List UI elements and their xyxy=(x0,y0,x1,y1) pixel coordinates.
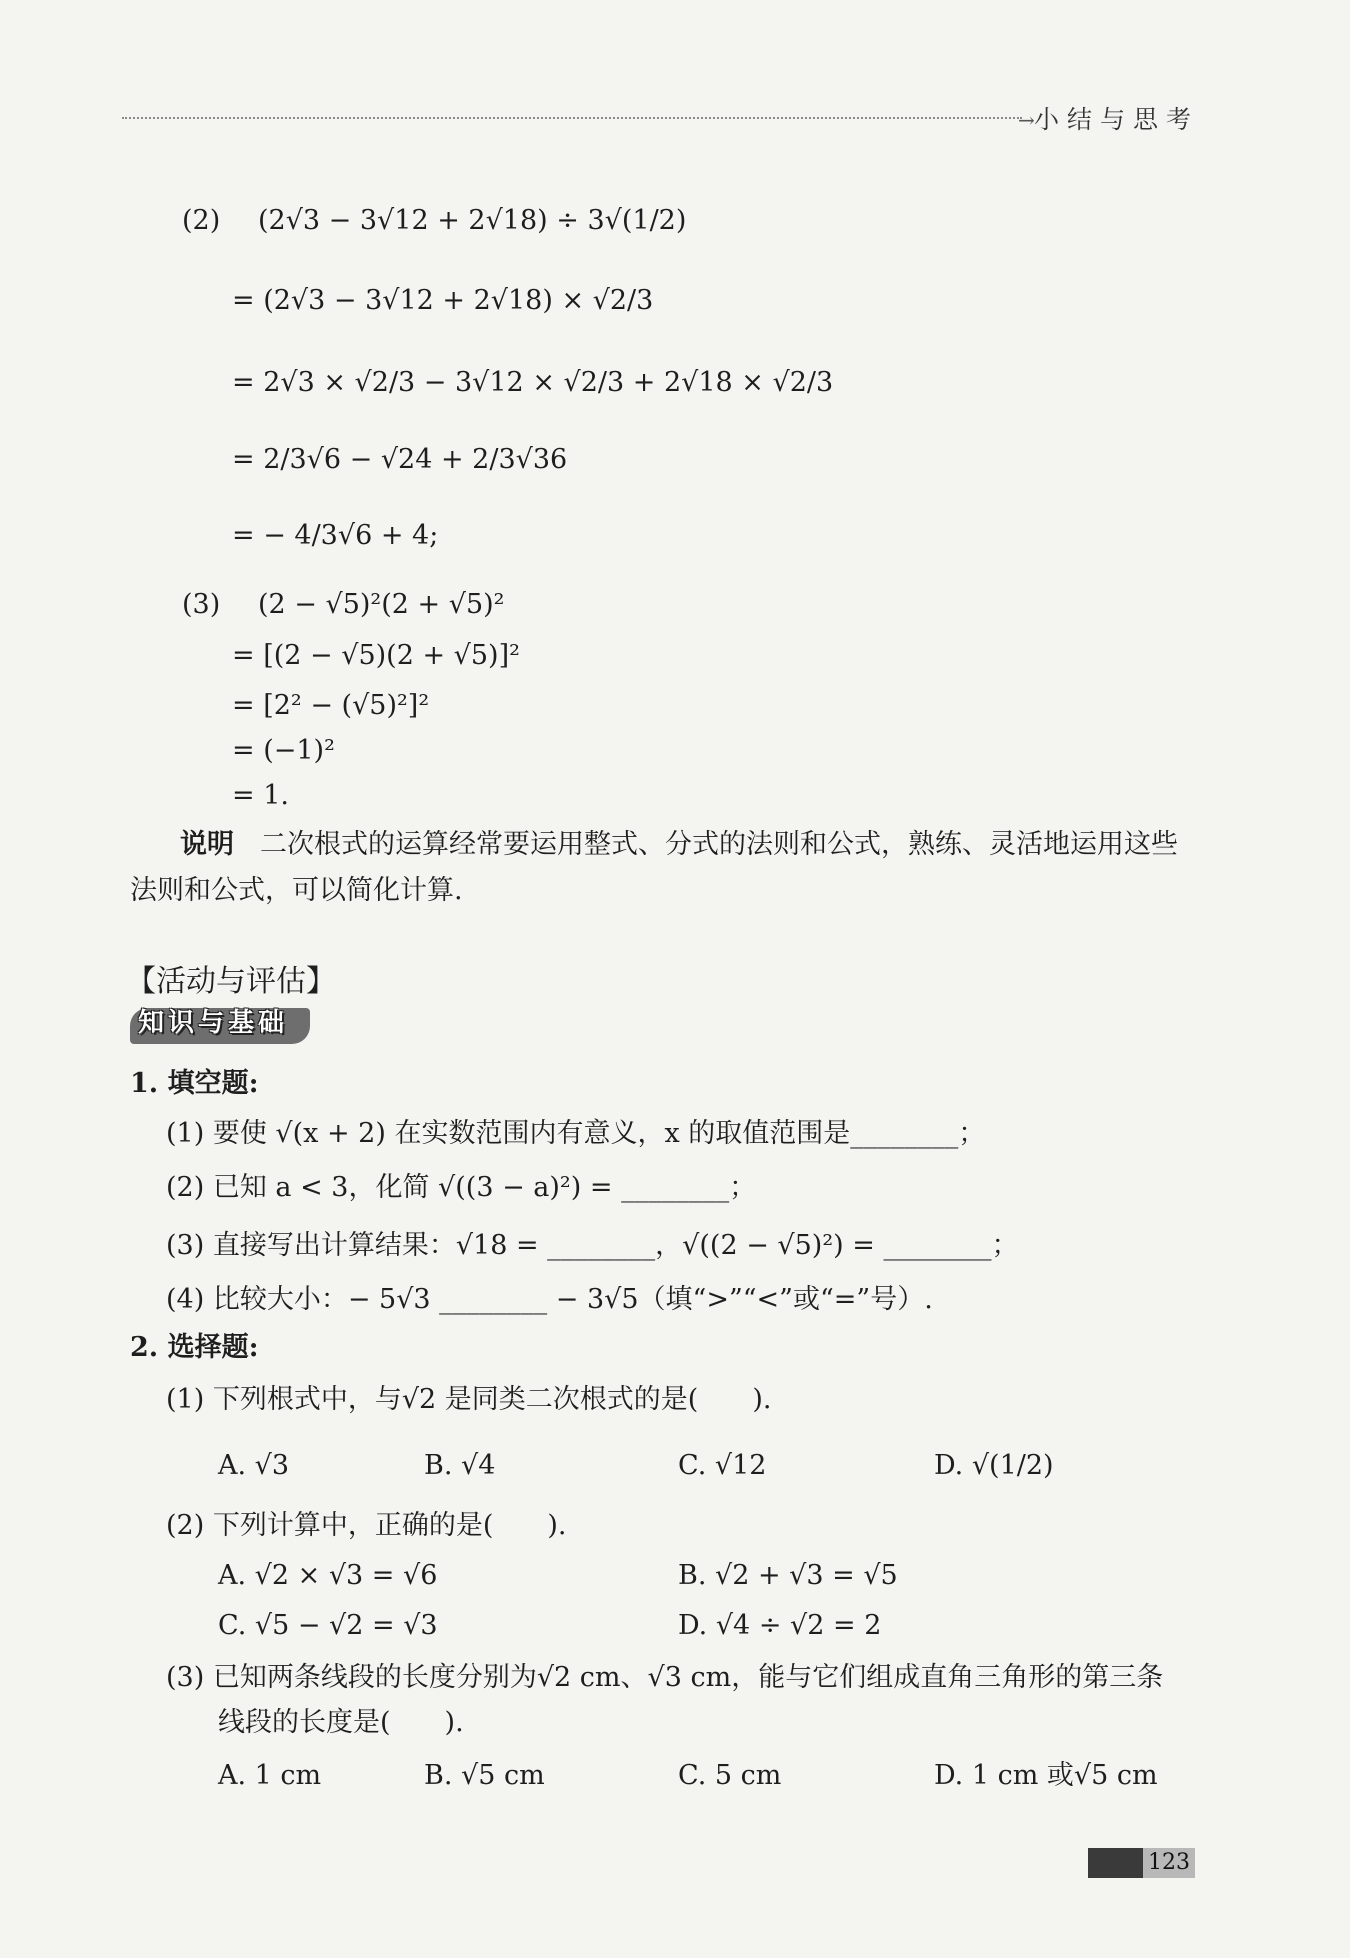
section-badge xyxy=(130,1008,310,1044)
sol2-line0: (2√3 − 3√12 + 2√18) ÷ 3√(1/2) xyxy=(258,205,687,236)
sol2-line3: = 2/3√6 − √24 + 2/3√36 xyxy=(232,444,568,475)
q2-p1-option-a: A. √3 xyxy=(218,1450,290,1481)
q2-p3-stem-line2: 线段的长度是( ). xyxy=(218,1707,464,1738)
q2-p1-stem: (1) 下列根式中，与√2 是同类二次根式的是( ). xyxy=(166,1384,772,1415)
q2-p2-option-a: A. √2 × √3 = √6 xyxy=(218,1560,438,1591)
sol3-line1: = [(2 − √5)(2 + √5)]² xyxy=(232,640,520,671)
q2-p1-option-d: D. √(1/2) xyxy=(934,1450,1054,1481)
q2-p2-option-c: C. √5 − √2 = √3 xyxy=(218,1610,438,1641)
note-text: 二次根式的运算经常要运用整式、分式的法则和公式，熟练、灵活地运用这些法则和公式，可以简化计算. xyxy=(130,829,1178,906)
sol3-line2: = [2² − (√5)²]² xyxy=(232,690,430,721)
note-paragraph xyxy=(130,822,1190,914)
note-label: 说明 xyxy=(180,829,234,860)
sol2-line2: = 2√3 × √2/3 − 3√12 × √2/3 + 2√18 × √2/3 xyxy=(232,367,834,398)
sol2-line1: = (2√3 − 3√12 + 2√18) × √2/3 xyxy=(232,285,654,316)
sol3-label: (3) xyxy=(182,589,221,620)
section-title: 【活动与评估】 xyxy=(126,964,336,999)
page-number: 123 xyxy=(1143,1848,1195,1878)
sol3-line4: = 1. xyxy=(232,780,289,811)
q1-title: 1. 填空题: xyxy=(130,1068,259,1099)
sol2-label: (2) xyxy=(182,205,221,236)
q2-p2-stem: (2) 下列计算中，正确的是( ). xyxy=(166,1510,567,1541)
q2-p1-option-b: B. √4 xyxy=(424,1450,496,1481)
sol3-line3: = (−1)² xyxy=(232,735,335,766)
q2-p3-option-b: B. √5 cm xyxy=(424,1760,545,1791)
page-number-bar xyxy=(1088,1848,1143,1878)
q1-item4: (4) 比较大小：− 5√3 ________ − 3√5（填“>”“<”或“=”号）. xyxy=(166,1284,933,1315)
q1-item2: (2) 已知 a < 3，化简 √((3 − a)²) = ________； xyxy=(166,1172,757,1203)
q2-p3-option-a: A. 1 cm xyxy=(218,1760,322,1791)
q2-p3-stem-line1: (3) 已知两条线段的长度分别为√2 cm、√3 cm，能与它们组成直角三角形的第三条 xyxy=(166,1662,1164,1693)
q2-p3-option-c: C. 5 cm xyxy=(678,1760,782,1791)
q2-title: 2. 选择题: xyxy=(130,1332,259,1363)
q1-item1: (1) 要使 √(x + 2) 在实数范围内有意义，x 的取值范围是________； xyxy=(166,1118,986,1149)
q1-item3: (3) 直接写出计算结果：√18 = ________，√((2 − √5)²) = ________； xyxy=(166,1230,1019,1261)
arrow-icon: → xyxy=(1018,108,1035,132)
sol2-line4: = − 4/3√6 + 4; xyxy=(232,520,439,551)
header-title: 小结与思考 xyxy=(1034,105,1200,134)
q2-p3-option-d: D. 1 cm 或√5 cm xyxy=(934,1760,1158,1791)
q2-p2-option-d: D. √4 ÷ √2 = 2 xyxy=(678,1610,882,1641)
q2-p1-option-c: C. √12 xyxy=(678,1450,767,1481)
q2-p2-option-b: B. √2 + √3 = √5 xyxy=(678,1560,898,1591)
header-rule xyxy=(122,117,1022,119)
section-badge-label: 知识与基础 xyxy=(138,1008,289,1038)
sol3-line0: (2 − √5)²(2 + √5)² xyxy=(258,589,505,620)
